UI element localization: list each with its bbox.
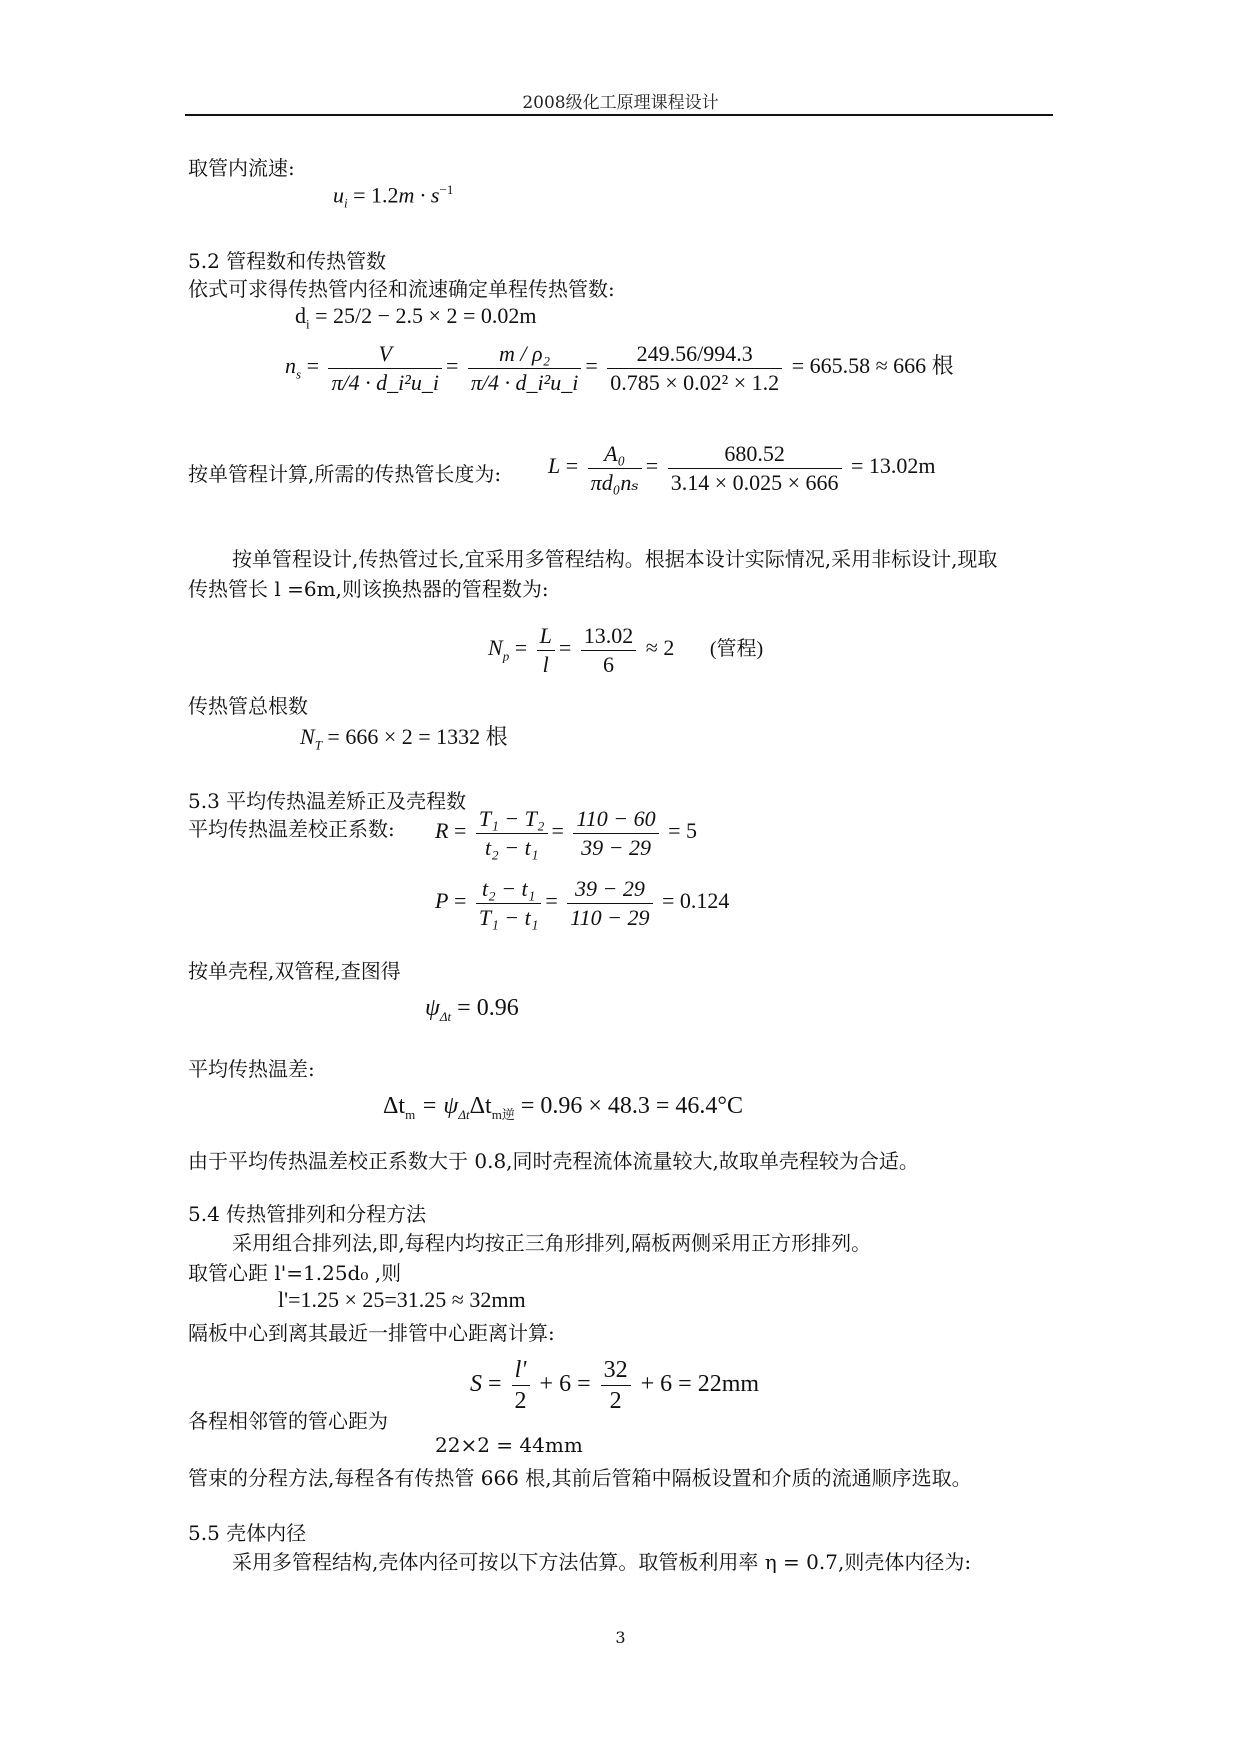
header-rule — [185, 114, 1053, 116]
page-header: 2008级化工原理课程设计 — [522, 93, 719, 113]
equation-R: R = $\frac{\text{T₁ − T₂}}{\text{t₂ − t₁}}$ = $\frac{110 - 60}{39 - 29}$ = 5 — [435, 806, 698, 860]
mean-temp-diff-label: 平均传热温差: — [188, 1057, 315, 1081]
equation-adjacent: 22×2 = 44mm — [435, 1433, 583, 1457]
tube-length-label: 按单管程计算,所需的传热管长度为: — [188, 462, 502, 486]
section-5-5-heading: 5.5 壳体内径 — [188, 1521, 307, 1545]
section-5-2-text: 依式可求得传热管内径和流速确定单程传热管数: — [188, 277, 615, 301]
equation-Np: $N_p$ = $\frac{L}{l}$ = $\frac{13.02}{6}$ ≈ 2 (管程) — [488, 623, 764, 677]
equation-L: L = $\frac{\text{A₀}}{\text{πd₀nₛ}}$ = $\frac{680.52}{3.14 \times 0.025 \times 666}$ = 13.02m — [548, 441, 936, 495]
multi-pass-para-line2: 传热管长 l =6m,则该换热器的管程数为: — [188, 577, 549, 601]
shell-diameter-para: 采用多管程结构,壳体内径可按以下方法估算。取管板利用率 η = 0.7,则壳体内径为: — [232, 1550, 972, 1574]
equation-S: S = $\frac{l'}{2}$ + 6 = $\frac{32}{2}$ + 6 = 22mm — [470, 1357, 760, 1414]
equation-NT: $N_T = 666 \times 2 = 1332$ 根 — [300, 724, 508, 753]
chart-lookup-text: 按单壳程,双管程,查图得 — [188, 959, 401, 983]
equation-ui: $u_i = 1.2m \cdot s^{-1}$ — [333, 182, 454, 211]
arrangement-para: 采用组合排列法,即,每程内均按正三角形排列,隔板两侧采用正方形排列。 — [232, 1231, 872, 1255]
equation-delta-t: $\Delta t_m = \psi_{\Delta t}\Delta t_{m逆} = 0.96 \times 48.3 = 46.4^\circ C$ — [383, 1093, 744, 1122]
section-5-3-heading: 5.3 平均传热温差矫正及壳程数 — [188, 789, 467, 813]
section-5-2-heading: 5.2 管程数和传热管数 — [188, 249, 387, 273]
equation-di: $d_i = 25/2 - 2.5 \times 2 = 0.02m$ — [295, 303, 537, 332]
correction-factor-label: 平均传热温差校正系数: — [188, 817, 395, 841]
equation-ns: $n_s$ = $\frac{V}{\text{π/4 · d\_i²u\_i}}$ = $\frac{\text{m / ρ₂}}{\text{π/4 · d\_i²u\_i}}$ = $\frac{249.56/994.3}{\text{0.785 × 0.02² × 1.2}}$ = 665.58 ≈ 666 根 — [285, 341, 954, 395]
equation-pitch: l'=1.25 × 25=31.25 ≈ 32mm — [278, 1287, 526, 1312]
section-5-4-heading: 5.4 传热管排列和分程方法 — [188, 1202, 427, 1226]
equation-psi: $\psi_{\Delta t} = 0.96$ — [425, 995, 519, 1024]
adjacent-pitch-text: 各程相邻管的管心距为 — [188, 1409, 388, 1433]
page-number: 3 — [615, 1628, 626, 1647]
multi-pass-para-line1: 按单管程设计,传热管过长,宜采用多管程结构。根据本设计实际情况,采用非标设计,现取 — [232, 547, 998, 571]
flow-speed-label: 取管内流速: — [188, 156, 295, 180]
pass-method-text: 管束的分程方法,每程各有传热管 666 根,其前后管箱中隔板设置和介质的流通顺序选取。 — [188, 1466, 972, 1490]
equation-P: P = $\frac{\text{t₂ − t₁}}{\text{T₁ − t₁}}$ = $\frac{39 - 29}{110 - 29}$ = 0.124 — [435, 876, 730, 930]
tube-pitch-text: 取管心距 l'=1.25d₀ ,则 — [188, 1261, 402, 1285]
shell-pass-conclusion: 由于平均传热温差校正系数大于 0.8,同时壳程流体流量较大,故取单壳程较为合适。 — [188, 1149, 919, 1173]
total-tubes-label: 传热管总根数 — [188, 694, 308, 718]
baffle-distance-text: 隔板中心到离其最近一排管中心距离计算: — [188, 1321, 555, 1345]
